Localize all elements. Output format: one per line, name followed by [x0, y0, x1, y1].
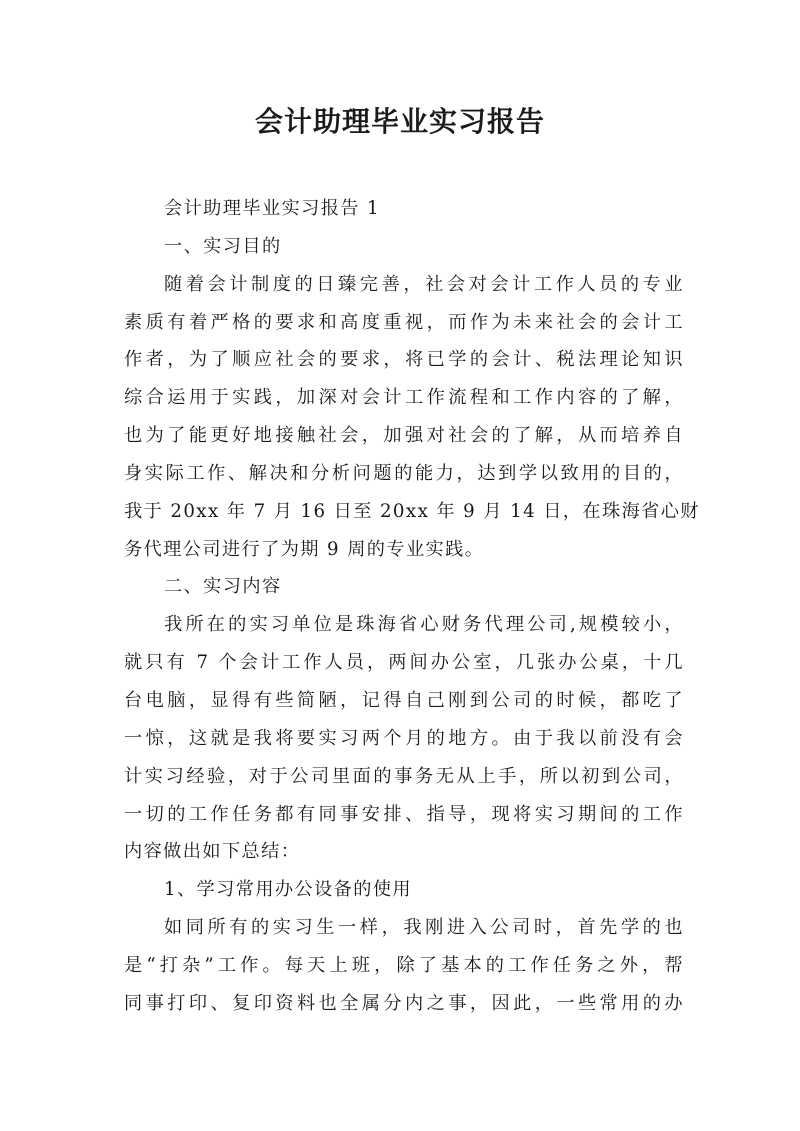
paragraph-line: 身实际工作、解决和分析问题的能力，达到学以致用的目的，	[124, 462, 684, 484]
paragraph-line: 一切的工作任务都有同事安排、指导，现将实习期间的工作	[124, 803, 684, 825]
paragraph-line: 综合运用于实践，加深对会计工作流程和工作内容的了解，	[124, 387, 684, 409]
subsection-heading: 1、学习常用办公设备的使用	[164, 879, 413, 901]
paragraph-line: 台电脑，显得有些简陋，记得自己刚到公司的时候，都吃了	[124, 689, 684, 711]
paragraph-line: 内容做出如下总结：	[124, 841, 301, 863]
paragraph-line: 素质有着严格的要求和高度重视，而作为未来社会的会计工	[124, 311, 684, 333]
document-body	[124, 190, 700, 1023]
paragraph-line: 务代理公司进行了为期 9 周的专业实践。	[124, 538, 485, 560]
paragraph-line: 同事打印、复印资料也全属分内之事，因此，一些常用的办	[124, 992, 684, 1014]
paragraph-line: 一惊，这就是我将要实习两个月的地方。由于我以前没有会	[124, 727, 684, 749]
paragraph-line: 就只有 7 个会计工作人员，两间办公室，几张办公桌，十几	[124, 652, 684, 674]
paragraph-line: 也为了能更好地接触社会，加强对社会的了解，从而培养自	[124, 425, 684, 447]
paragraph-line: 我于 20xx 年 7 月 16 日至 20xx 年 9 月 14 日，在珠海省心财	[124, 500, 700, 522]
paragraph-line: 计实习经验，对于公司里面的事务无从上手，所以初到公司，	[124, 765, 684, 787]
report-heading: 会计助理毕业实习报告 1	[164, 198, 381, 219]
section-heading: 一、实习目的	[164, 235, 282, 257]
document-title: 会计助理毕业实习报告	[254, 105, 545, 138]
paragraph-line: 如同所有的实习生一样，我刚进入公司时，首先学的也	[164, 917, 684, 939]
section-heading: 二、实习内容	[164, 576, 282, 598]
paragraph-line: 随着会计制度的日臻完善，社会对会计工作人员的专业	[164, 273, 684, 295]
paragraph-line: 我所在的实习单位是珠海省心财务代理公司,规模较小，	[164, 614, 684, 636]
paragraph-line: 作者，为了顺应社会的要求，将已学的会计、税法理论知识	[124, 349, 684, 371]
paragraph-line: 是“打杂”工作。每天上班，除了基本的工作任务之外，帮	[124, 954, 684, 976]
